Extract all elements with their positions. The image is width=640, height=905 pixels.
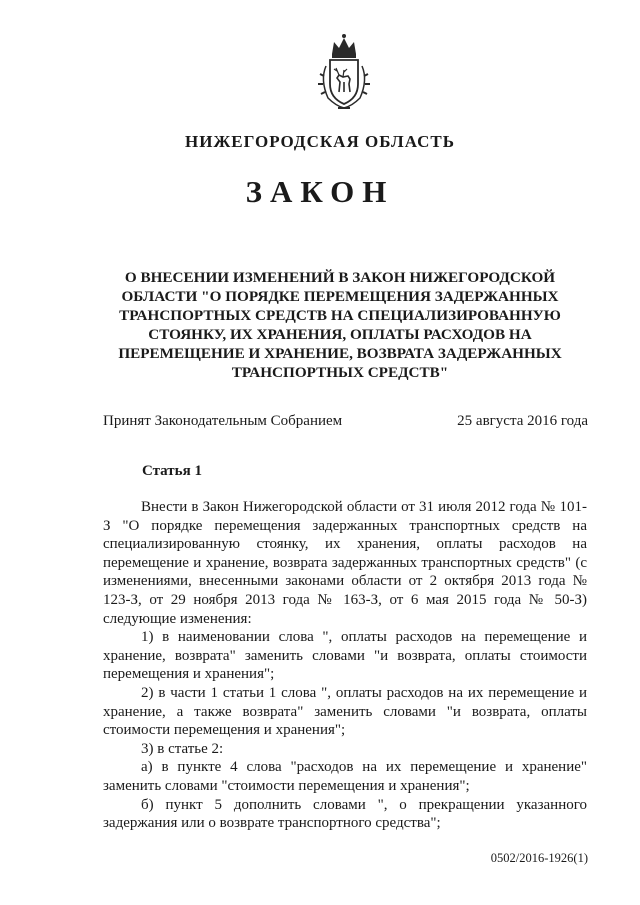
document-code: 0502/2016-1926(1): [490, 851, 588, 865]
coat-of-arms-icon: [310, 32, 378, 112]
article-paragraph: 3) в статье 2:: [141, 740, 224, 757]
article-heading: Статья 1: [142, 463, 202, 479]
law-title-line: ТРАНСПОРТНЫХ СРЕДСТВ": [231, 364, 449, 381]
article-paragraph: 1) в наименовании слова ", оплаты расходов на перемещение и хранение, возврата" заменить словами "и возврата, оплаты стоимости перемещения и хранения";: [103, 629, 587, 683]
law-title-line: ОБЛАСТИ "О ПОРЯДКЕ ПЕРЕМЕЩЕНИЯ ЗАДЕРЖАННЫХ: [121, 288, 559, 305]
law-title-line: О ВНЕСЕНИИ ИЗМЕНЕНИЙ В ЗАКОН НИЖЕГОРОДСКОЙ: [124, 269, 556, 286]
article-paragraph: 2) в части 1 статьи 1 слова ", оплаты расходов на их перемещение и хранение, а также возврата" заменить словами "и возврата, оплаты стоимости перемещения и хранения";: [103, 684, 587, 739]
article-body: [103, 498, 587, 833]
document-type: ЗАКОН: [245, 174, 395, 209]
article-paragraph: а) в пункте 4 слова "расходов на их перемещение и хранение" заменить словами "стоимости перемещения и хранения";: [103, 759, 587, 794]
article-paragraph: Внести в Закон Нижегородской области от 31 июля 2012 года № 101-З "О порядке перемещения задержанных транспортных средств на специализированную стоянку, их хранения, оплаты расходов на перемещение и хранение, возврата задержанных транспортных средств" (с изменениями, внесенными законами области от 2 октября 2013 года № 123-З, от 29 ноября 2013 года № 163-З, от 6 мая 2015 года № 50-З) следующие изменения:: [103, 499, 587, 627]
adoption-date: 25 августа 2016 года: [457, 413, 588, 429]
law-title-line: СТОЯНКУ, ИХ ХРАНЕНИЯ, ОПЛАТЫ РАСХОДОВ НА: [148, 326, 532, 343]
law-title: [110, 268, 570, 382]
adopted-by: Принят Законодательным Собранием: [103, 413, 343, 429]
law-title-line: ТРАНСПОРТНЫХ СРЕДСТВ НА СПЕЦИАЛИЗИРОВАННУЮ: [119, 307, 561, 324]
region-name: НИЖЕГОРОДСКАЯ ОБЛАСТЬ: [185, 132, 455, 151]
law-title-line: ПЕРЕМЕЩЕНИЕ И ХРАНЕНИЕ, ВОЗВРАТА ЗАДЕРЖАННЫХ: [118, 345, 562, 362]
article-paragraph: б) пункт 5 дополнить словами ", о прекращении указанного задержания или о возврате транспортного средства";: [103, 796, 587, 832]
